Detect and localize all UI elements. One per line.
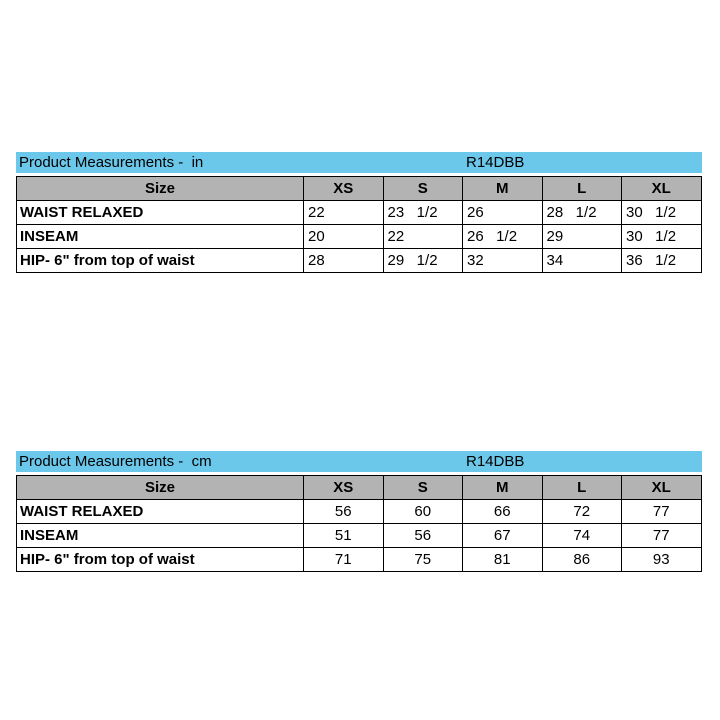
table-cell: 22 bbox=[383, 225, 463, 249]
table-row bbox=[17, 225, 702, 249]
table-cell: 28 1/2 bbox=[542, 201, 622, 225]
size-m-header: M bbox=[463, 476, 543, 500]
table-cell: 81 bbox=[463, 548, 543, 572]
measurements-table bbox=[16, 176, 702, 273]
size-m-header: M bbox=[463, 177, 543, 201]
table-cell: 30 1/2 bbox=[622, 201, 702, 225]
chart-title-bar bbox=[16, 451, 702, 472]
table-row bbox=[17, 524, 702, 548]
chart-title: Product Measurements - in bbox=[19, 154, 204, 171]
row-label: WAIST RELAXED bbox=[17, 500, 304, 524]
table-cell: 29 1/2 bbox=[383, 249, 463, 273]
table-cell: 60 bbox=[383, 500, 463, 524]
header-row bbox=[17, 177, 702, 201]
row-label: HIP- 6" from top of waist bbox=[17, 249, 304, 273]
table-cell: 72 bbox=[542, 500, 622, 524]
row-label: HIP- 6" from top of waist bbox=[17, 548, 304, 572]
table-cell: 28 bbox=[304, 249, 384, 273]
chart-title: Product Measurements - cm bbox=[19, 453, 212, 470]
table-cell: 56 bbox=[383, 524, 463, 548]
product-code: R14DBB bbox=[466, 154, 525, 171]
table-cell: 71 bbox=[304, 548, 384, 572]
table-cell: 75 bbox=[383, 548, 463, 572]
table-cell: 77 bbox=[622, 524, 702, 548]
table-row bbox=[17, 548, 702, 572]
measurements-table bbox=[16, 475, 702, 572]
row-label: INSEAM bbox=[17, 225, 304, 249]
table-cell: 77 bbox=[622, 500, 702, 524]
table-cell: 66 bbox=[463, 500, 543, 524]
table-cell: 74 bbox=[542, 524, 622, 548]
table-cell: 51 bbox=[304, 524, 384, 548]
size-l-header: L bbox=[542, 476, 622, 500]
table-cell: 93 bbox=[622, 548, 702, 572]
size-chart-inches bbox=[16, 152, 702, 273]
table-cell: 22 bbox=[304, 201, 384, 225]
table-cell: 29 bbox=[542, 225, 622, 249]
table-row bbox=[17, 201, 702, 225]
row-label: WAIST RELAXED bbox=[17, 201, 304, 225]
table-row bbox=[17, 249, 702, 273]
table-cell: 30 1/2 bbox=[622, 225, 702, 249]
size-header: Size bbox=[17, 177, 304, 201]
table-row bbox=[17, 500, 702, 524]
size-chart-centimeters bbox=[16, 451, 702, 572]
table-cell: 26 1/2 bbox=[463, 225, 543, 249]
table-cell: 67 bbox=[463, 524, 543, 548]
size-s-header: S bbox=[383, 476, 463, 500]
size-s-header: S bbox=[383, 177, 463, 201]
table-cell: 32 bbox=[463, 249, 543, 273]
size-header: Size bbox=[17, 476, 304, 500]
table-cell: 26 bbox=[463, 201, 543, 225]
chart-title-bar bbox=[16, 152, 702, 173]
table-cell: 34 bbox=[542, 249, 622, 273]
table-cell: 23 1/2 bbox=[383, 201, 463, 225]
table-cell: 36 1/2 bbox=[622, 249, 702, 273]
table-cell: 86 bbox=[542, 548, 622, 572]
product-code: R14DBB bbox=[466, 453, 525, 470]
header-row bbox=[17, 476, 702, 500]
size-xl-header: XL bbox=[622, 476, 702, 500]
table-cell: 20 bbox=[304, 225, 384, 249]
size-xl-header: XL bbox=[622, 177, 702, 201]
size-xs-header: XS bbox=[304, 177, 384, 201]
size-l-header: L bbox=[542, 177, 622, 201]
table-cell: 56 bbox=[304, 500, 384, 524]
size-xs-header: XS bbox=[304, 476, 384, 500]
row-label: INSEAM bbox=[17, 524, 304, 548]
